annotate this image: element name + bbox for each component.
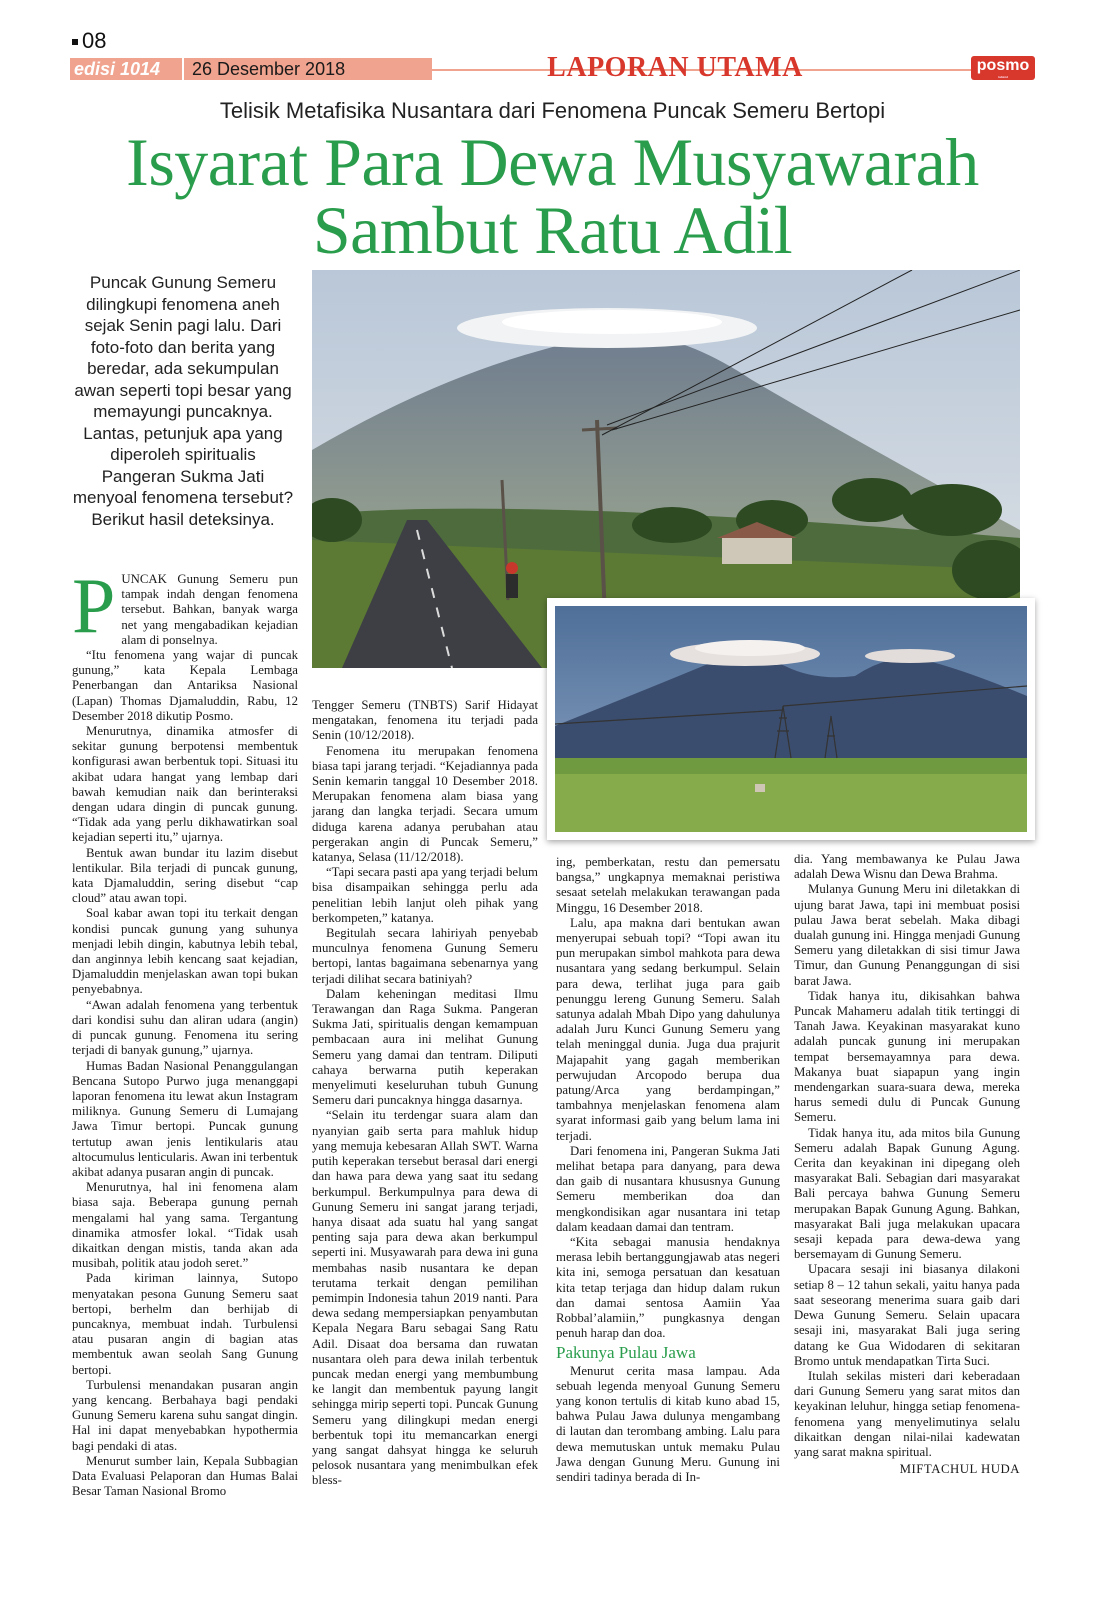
paragraph: Dari fenomena ini, Pangeran Sukma Jati melihat betapa para danyang, para dewa dan gaib di nusantara khususnya Gunung Semeru memberikan doa dan mengkondisikan agar nusantara ini tetap dalam keadaan damai dan tentram. [556, 1143, 780, 1234]
article-column-1 [72, 562, 298, 1499]
posmo-logo [971, 56, 1035, 80]
author-byline: MIFTACHUL HUDA [899, 1462, 1020, 1477]
paragraph: Lalu, apa makna dari bentukan awan menyerupai sebuah topi? “Topi awan itu pun merupakan simbol mahkota para dewa nusantara yang sedang berkumpul. Selain para dewa, terlihat juga para gaib penunggu lereng Gunung Semeru. Salah satunya adalah Mbah Dipo yang dahulunya adalah Juru Kunci Gunung Semeru yang telah meninggal dunia. Juga dua prajurit Majapahit yang gagah memberikan perwujudan Arcopodo berupa dua patung/Arca yang berdampingan,” tambahnya menjelaskan fenomena alam syarat informasi gaib yang belum lama ini terjadi. [556, 915, 780, 1143]
section-title: LAPORAN UTAMA [547, 52, 803, 83]
masthead-bar [70, 52, 1035, 83]
paragraph: dia. Yang membawanya ke Pulau Jawa adalah Dewa Wisnu dan Dewa Brahma. [794, 852, 1020, 882]
paragraph: Tengger Semeru (TNBTS) Sarif Hidayat mengatakan, fenomena itu terjadi pada Senin (10/12/2018). [312, 698, 538, 743]
paragraph: Menurut cerita masa lampau. Ada sebuah legenda menyoal Gunung Semeru yang konon tertulis di kitab kuno abad 15, bahwa Pulau Jawa dulunya mengambang di lautan dan terombang ambing. Lalu para dewa memutuskan untuk memaku Pulau Jawa dengan Gunung Meru. Gunung ini sendiri tadinya berada di In- [556, 1363, 780, 1484]
paragraph: Bentuk awan bundar itu lazim disebut lentikular. Bila terjadi di puncak gunung, kata Djamaluddin, sering disebut “cap cloud” atau awan topi. [72, 845, 298, 906]
paragraph: “Kita sebagai manusia hendaknya merasa lebih bertanggungjawab atas negeri kita ini, semoga persatuan dan kesatuan kita tetap terjaga dan hidup dalam rukun dan damai sentosa Aamiin Yaa Robbal’alamiin,” pungkasnya dengan penuh harap dan doa. [556, 1235, 780, 1341]
paragraph: Humas Badan Nasional Penanggulangan Bencana Sutopo Purwo juga menanggapi laporan fenomena itu lewat akun Instagram miliknya. Gunung Semeru di Lumajang Jawa Timur bertopi. Puncak gunung tertutup awan jenis lentikularis atau altocumulus lenticularis. Awan ini terbentuk akibat adanya pusaran angin di puncak. [72, 1058, 298, 1179]
subheading: Pakunya Pulau Jawa [556, 1342, 696, 1362]
paragraph: UNCAK Gunung Semeru pun tampak indah dengan fenomena tersebut. Bahkan, banyak warga net yang mengabadikan kejadian alam di ponselnya. [121, 572, 298, 647]
issue-date: 26 Desember 2018 [184, 58, 432, 80]
paragraph: Menurut sumber lain, Kepala Subbagian Data Evaluasi Pelaporan dan Humas Balai Besar Taman Nasional Bromo [72, 1453, 298, 1499]
paragraph: “Itu fenomena yang wajar di puncak gunung,” kata Kepala Lembaga Penerbangan dan Antariksa Nasional (Lapan) Thomas Djamaluddin, Rabu, 12 Desember 2018 dikutip Posmo. [72, 648, 298, 723]
paragraph: Pada kiriman lainnya, Sutopo menyatakan pesona Gunung Semeru saat bertopi, berhelm dan berhijab di puncaknya, membuat indah. Turbulensi atau pusaran angin di bagian atas membentuk awan seolah Sang Gunung bertopi. [72, 1271, 298, 1377]
paragraph: Begitulah secara lahiriyah penyebab munculnya fenomena Gunung Semeru bertopi, lantas bagaimana sebenarnya yang terjadi dilihat secara batiniyah? [312, 926, 538, 986]
paragraph: Dalam keheningan meditasi Ilmu Terawangan dan Raga Sukma. Pangeran Sukma Jati, spiritualis dengan kemampuan pembacaan aura ini melihat Gunung Semeru yang damai dan tentram. Diliputi cahaya berwarna putih keperakan menyelimuti keseluruhan tubuh Gunung Semeru dari puncaknya hingga dasarnya. [312, 986, 538, 1108]
logo-text: posmo [976, 57, 1030, 74]
article-column-2 [312, 698, 538, 1489]
paragraph: Upacara sesaji ini biasanya dilakoni setiap 8 – 12 tahun sekali, yaitu hanya pada saat seseorang menerima suara gaib dari Dewa Gunung Semeru. Selain upacara sesaji ini, masyarakat Bali juga sering datang ke Gua Widodaren di sekitaran Bromo untuk mendapatkan Tirta Suci. [794, 1262, 1020, 1368]
paragraph: Tidak hanya itu, dikisahkan bahwa Puncak Mahameru adalah titik tertinggi di Tanah Jawa. Keyakinan masyarakat kuno adalah puncak gunung ini merupakan tempat bersemayamnya para dewa. Makanya buat siapapun yang ingin mendengarkan suara-suara dewa, mereka harus semedi dulu di Puncak Gunung Semeru. [794, 988, 1020, 1125]
article-column-4 [794, 852, 1020, 1477]
paragraph: Menurutnya, dinamika atmosfer di sekitar gunung berpotensi membentuk konfigurasi awan berbentuk topi. Situasi itu akibat udara hangat yang lembap dari bawah kemudian naik dan berinteraksi dengan udara dingin di puncak gunung. “Tidak ada yang perlu dikhawatirkan soal kejadian seperti itu,” ujarnya. [72, 724, 298, 845]
article-column-3 [556, 855, 780, 1485]
edition-label: edisi 1014 [70, 58, 182, 80]
article-headline [70, 124, 1035, 268]
paragraph: Mulanya Gunung Meru ini diletakkan di ujung barat Jawa, tapi ini membuat posisi pulau Jawa berat sebelah. Maka dibagi dualah gunung ini. Hingga menjadi Gunung Semeru yang diletakkan di sisi timur Jawa Timur, dan Gunung Penanggungan di sisi barat Jawa. [794, 882, 1020, 988]
bullet-icon [72, 39, 78, 45]
drop-cap: P [72, 562, 116, 649]
paragraph: Soal kabar awan topi itu terkait dengan kondisi puncak gunung yang suhunya menjadi lebih dingin, kabutnya lebih tebal, dan anginnya lebih kencang saat kejadian, Djamaluddin menjelaskan awan topi bukan penyebabnya. [72, 906, 298, 997]
paragraph: Tidak hanya itu, ada mitos bila Gunung Semeru adalah Bapak Gunung Agung. Cerita dan keyakinan ini dipegang oleh masyarakat Bali. Sebagian dari masyarakat Bali percaya bahwa Gunung Semeru merupakan Bapak Gunung Agung. Bahkan, masyarakat Bali juga melakukan upacara sesaji kepada para dewa-dewa yang bersemayam di Gunung Semeru. [794, 1125, 1020, 1262]
inset-photo-semeru-field [547, 598, 1035, 840]
paragraph: Menurutnya, hal ini fenomena alam biasa saja. Beberapa gunung pernah mengalami hal yang sama. Tergantung dinamika atmosfer lokal. “Tidak usah dikaitkan dengan mistis, tanda akan ada musibah, politik atau jodoh seret.” [72, 1180, 298, 1271]
paragraph: “Selain itu terdengar suara alam dan nyanyian gaib serta para mahluk hidup yang memuja kebesaran Allah SWT. Warna putih keperakan tersebut berasal dari energi dan hawa para dewa yang saat itu sedang berkumpul. Berkumpulnya para dewa di Gunung Semeru ini sangat jarang terjadi, hanya disaat ada suatu hal yang sangat penting saja para dewa akan berkumpul seperti ini. Musyawarah para dewa ini guna membahas nasib nusantara ke depan terutama terkait dengan pemilihan pemimpin Indonesia tahun 2019 nanti. Para dewa sedang mempersiapkan penyambutan Kepala Negara Baru sebagai Sang Ratu Adil. Disaat doa bersama dan ruwatan nusantara oleh para dewa inilah terbentuk puncak medan energi yang membumbung ke langit dan membentuk payung langit sehingga mirip seperti topi. Puncak Gunung Semeru yang dilingkupi medan energi berbentuk topi itu memancarkan energi yang sangat dahsyat hingga ke seluruh pelosok nusantara yang menimbulkan efek bless- [312, 1108, 538, 1488]
article-kicker: Telisik Metafisika Nusantara dari Fenomena Puncak Semeru Bertopi [219, 98, 886, 123]
page-number [72, 28, 106, 54]
paragraph: “Tapi secara pasti apa yang terjadi belum bisa disampaikan sehingga perlu ada penelitian lebih lanjut oleh pihak yang berkompeten,” katanya. [312, 865, 538, 925]
paragraph: “Awan adalah fenomena yang terbentuk dari kondisi suhu dan aliran udara (angin) di puncak gunung. Fenomena itu sering terjadi di banyak gunung,” ujarnya. [72, 997, 298, 1058]
headline-line-2: Sambut Ratu Adil [312, 192, 793, 268]
paragraph: ing, pemberkatan, restu dan pemersatu bangsa,” ungkapnya memaknai peristiwa sesaat setelah melakukan terawangan pada Minggu, 16 Desember 2018. [556, 855, 780, 915]
page-number-text: 08 [82, 28, 107, 53]
paragraph: Itulah sekilas misteri dari keberadaan dari Gunung Semeru yang sarat mitos dan keyakinan leluhur, hingga setiap fenomena-fenomena yang menyelimutinya selalu dikaitkan dengan nilai-nilai kadewatan yang sarat makna spiritual. [794, 1368, 1020, 1459]
inset-photo-illustration [555, 606, 1027, 832]
headline-line-1: Isyarat Para Dewa Musyawarah [126, 124, 979, 200]
logo-tagline: tabloid [998, 75, 1008, 79]
paragraph: Fenomena itu merupakan fenomena biasa tapi jarang terjadi. “Kejadiannya pada Senin kemarin tanggal 10 Desember 2018. Merupakan fenomena alam biasa yang jarang dan langka terjadi. Secara umum diduga karena adanya perubahan atau pergerakan angin di Puncak Semeru,” katanya, Selasa (11/12/2018). [312, 743, 538, 865]
paragraph: Turbulensi menandakan pusaran angin yang kencang. Berbahaya bagi pendaki Gunung Semeru karena suhu sangat dingin. Hal ini dapat menyebabkan hypothermia bagi pendaki di atas. [72, 1377, 298, 1453]
article-lead: Puncak Gunung Semeru dilingkupi fenomena aneh sejak Senin pagi lalu. Dari foto-foto dan berita yang beredar, ada sekumpulan awan seperti topi besar yang memayungi puncaknya. Lantas, petunjuk apa yang diperoleh spiritualis Pangeran Sukma Jati menyoal fenomena tersebut? Berikut hasil deteksinya. [72, 273, 294, 529]
